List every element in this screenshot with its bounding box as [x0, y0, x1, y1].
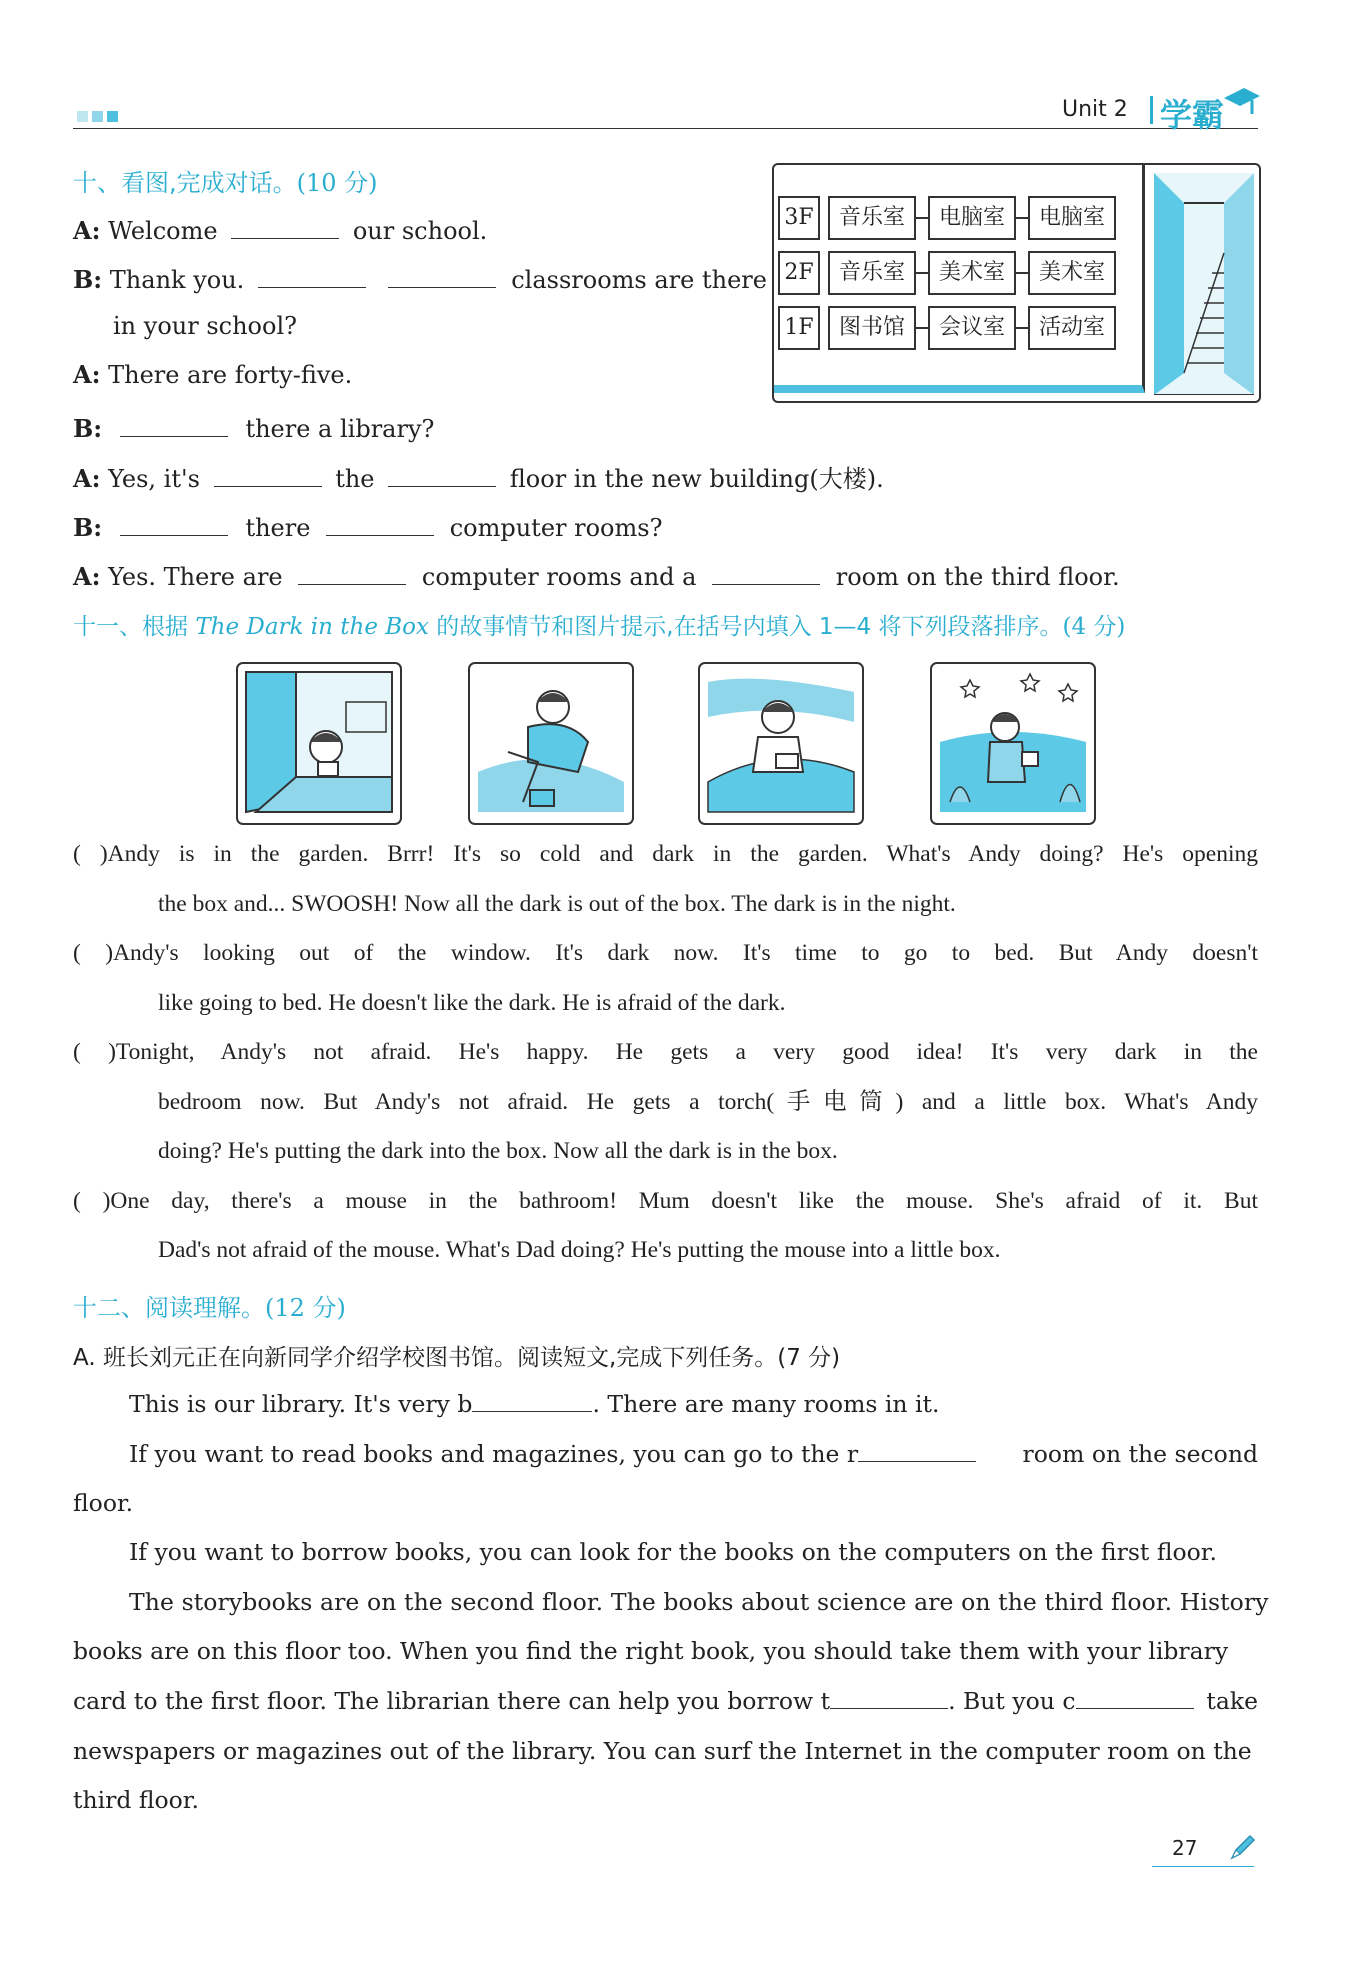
- reading-p2-cont: floor.: [73, 1489, 134, 1517]
- section10-title-text: 十、看图,完成对话。: [73, 169, 297, 197]
- reading-p2: [129, 1430, 1258, 1479]
- story-paragraph-first-line[interactable]: ( )Andy's looking out of the window. It's dark now. It's time to go to bed. But Andy doesn't: [73, 940, 1258, 966]
- speaker: A:: [73, 216, 101, 245]
- story-paragraph-line: bedroom now. But Andy's not afraid. He gets a torch(手电筒) and a little box. What's Andy: [158, 1088, 1258, 1115]
- answer-blank[interactable]: [830, 1682, 948, 1709]
- dialog-text: Welcome: [108, 217, 218, 245]
- page-number: 27: [1172, 1836, 1198, 1860]
- room-box: 活动室: [1028, 306, 1116, 350]
- story-paragraph-line: like going to bed. He doesn't like the dark. He is afraid of the dark.: [158, 989, 786, 1016]
- section12-task: A. 班长刘元正在向新同学介绍学校图书馆。阅读短文,完成下列任务。(7 分): [73, 1345, 841, 1371]
- section11-title-post: 的故事情节和图片提示,在括号内填入 1—4 将下列段落排序。: [436, 614, 1063, 640]
- pencil-icon: [1228, 1832, 1258, 1862]
- speaker: A:: [73, 464, 101, 493]
- answer-blank[interactable]: [258, 261, 366, 288]
- dialog-text: our school.: [352, 217, 488, 245]
- answer-blank[interactable]: [472, 1385, 592, 1412]
- room-box: 音乐室: [828, 251, 916, 295]
- section11-title-italic: The Dark in the Box: [195, 614, 429, 640]
- answer-blank[interactable]: [858, 1435, 976, 1462]
- brand-divider: [1150, 96, 1153, 124]
- floor-label: 2F: [778, 251, 820, 295]
- connector: [916, 272, 928, 274]
- answer-blank[interactable]: [298, 558, 406, 585]
- picture-andy-box: [698, 662, 864, 825]
- story-paragraph-first-line[interactable]: ( )One day, there's a mouse in the bathroom! Mum doesn't like the mouse. She's afraid of it. But: [73, 1187, 1258, 1214]
- room-box: 美术室: [928, 251, 1016, 295]
- dialog-line-7: [73, 558, 1120, 593]
- staircase-illustration: [1154, 173, 1254, 395]
- speaker: B:: [73, 513, 103, 542]
- reading-text: take: [1206, 1687, 1258, 1715]
- connector: [1016, 272, 1028, 274]
- answer-blank[interactable]: [231, 212, 339, 239]
- room-box: 电脑室: [928, 196, 1016, 240]
- speaker: A:: [73, 360, 101, 389]
- story-paragraph-line: doing? He's putting the dark into the box. Now all the dark is in the box.: [158, 1138, 838, 1164]
- picture-andy-garden: [930, 662, 1096, 825]
- answer-blank[interactable]: [1076, 1682, 1194, 1709]
- dialog-line-2: [73, 261, 767, 296]
- reading-text: If you want to read books and magazines, you can go to the r: [129, 1440, 859, 1468]
- story-paragraph-line: Dad's not afraid of the mouse. What's Dad doing? He's putting the mouse into a little box.: [158, 1237, 1001, 1263]
- floor-label: 1F: [778, 306, 820, 350]
- answer-blank[interactable]: [388, 261, 496, 288]
- unit-label: Unit 2: [1062, 97, 1128, 122]
- story-paragraph-line: the box and... SWOOSH! Now all the dark is out of the box. The dark is in the night.: [158, 890, 956, 917]
- dialog-text: room on the third floor.: [835, 563, 1120, 591]
- floor-row: [778, 306, 1116, 350]
- header-deco-squares: [77, 107, 118, 126]
- reading-p4-line4: newspapers or magazines out of the library. You can surf the Internet in the computer room on the: [73, 1737, 1252, 1765]
- floor-label: 3F: [778, 196, 820, 240]
- dialog-text: floor in the new building(大楼).: [509, 465, 884, 493]
- dialog-text: classrooms are there: [511, 266, 767, 294]
- answer-blank[interactable]: [712, 558, 820, 585]
- story-paragraph-first-line[interactable]: ( )Andy is in the garden. Brrr! It's so cold and dark in the garden. What's Andy doing? He's opening: [73, 841, 1258, 867]
- header-rule: [73, 128, 1258, 129]
- dialog-text: Thank you.: [109, 266, 245, 294]
- speaker: A:: [73, 562, 101, 591]
- section11-score: (4 分): [1062, 614, 1126, 640]
- dialog-text: there: [245, 514, 311, 542]
- dialog-line-4: [73, 410, 434, 445]
- answer-blank[interactable]: [388, 460, 496, 487]
- reading-p4-line3: [73, 1677, 1258, 1726]
- answer-blank[interactable]: [120, 410, 228, 437]
- reading-p4-line1: The storybooks are on the second floor. The books about science are on the third floor. History: [129, 1588, 1269, 1616]
- reading-text: room on the second: [1022, 1440, 1258, 1468]
- dialog-text: computer rooms?: [449, 514, 663, 542]
- dialog-line-5: [73, 460, 884, 495]
- dialog-line-6: [73, 509, 662, 544]
- room-box: 会议室: [928, 306, 1016, 350]
- connector: [916, 327, 928, 329]
- brand-logo: 学霸: [1160, 96, 1225, 134]
- reading-p3: If you want to borrow books, you can look for the books on the computers on the first floor.: [129, 1538, 1217, 1566]
- dialog-line-2-cont: in your school?: [113, 312, 297, 340]
- reading-text: card to the first floor. The librarian there can help you borrow t: [73, 1687, 831, 1715]
- dialog-text: there a library?: [245, 415, 435, 443]
- dialog-line-3: [73, 359, 352, 391]
- section11-title-pre: 十一、根据: [73, 614, 188, 640]
- reading-text: . But you c: [948, 1687, 1076, 1715]
- dialog-text: the: [335, 465, 375, 493]
- room-box: 电脑室: [1028, 196, 1116, 240]
- story-paragraph-first-line[interactable]: ( )Tonight, Andy's not afraid. He's happy. He gets a very good idea! It's very dark in the: [73, 1039, 1258, 1065]
- speaker: B:: [73, 414, 103, 443]
- reading-p1: [129, 1380, 939, 1429]
- section11-title: [73, 608, 1125, 641]
- answer-blank[interactable]: [326, 509, 434, 536]
- reading-text: This is our library. It's very b: [129, 1390, 473, 1418]
- reading-p4-line2: books are on this floor too. When you find the right book, you should take them with your library: [73, 1637, 1229, 1665]
- section12-score: (12 分): [265, 1294, 346, 1322]
- room-box: 音乐室: [828, 196, 916, 240]
- dialog-line-1: [73, 212, 487, 247]
- footer-rule: [1152, 1866, 1254, 1867]
- dialog-text: computer rooms and a: [421, 563, 697, 591]
- floor-row: [778, 196, 1116, 240]
- answer-blank[interactable]: [120, 509, 228, 536]
- dialog-text: Yes. There are: [108, 563, 283, 591]
- reading-text: . There are many rooms in it.: [592, 1390, 940, 1418]
- section10-score: (10 分): [296, 169, 378, 197]
- answer-blank[interactable]: [214, 460, 322, 487]
- floor-row: [778, 251, 1116, 295]
- room-box: 美术室: [1028, 251, 1116, 295]
- connector: [1016, 327, 1028, 329]
- section10-title: [73, 163, 378, 198]
- graduation-cap-icon: [1222, 82, 1262, 122]
- connector: [916, 217, 928, 219]
- section12-title: [73, 1288, 346, 1323]
- room-box: 图书馆: [828, 306, 916, 350]
- speaker: B:: [73, 265, 103, 294]
- picture-andy-window: [236, 662, 402, 825]
- reading-p4-line5: third floor.: [73, 1786, 199, 1814]
- dialog-text: There are forty-five.: [108, 361, 353, 389]
- dialog-text: Yes, it's: [108, 465, 200, 493]
- section12-title-text: 十二、阅读理解。: [73, 1294, 265, 1322]
- connector: [1016, 217, 1028, 219]
- picture-dad-mouse: [468, 662, 634, 825]
